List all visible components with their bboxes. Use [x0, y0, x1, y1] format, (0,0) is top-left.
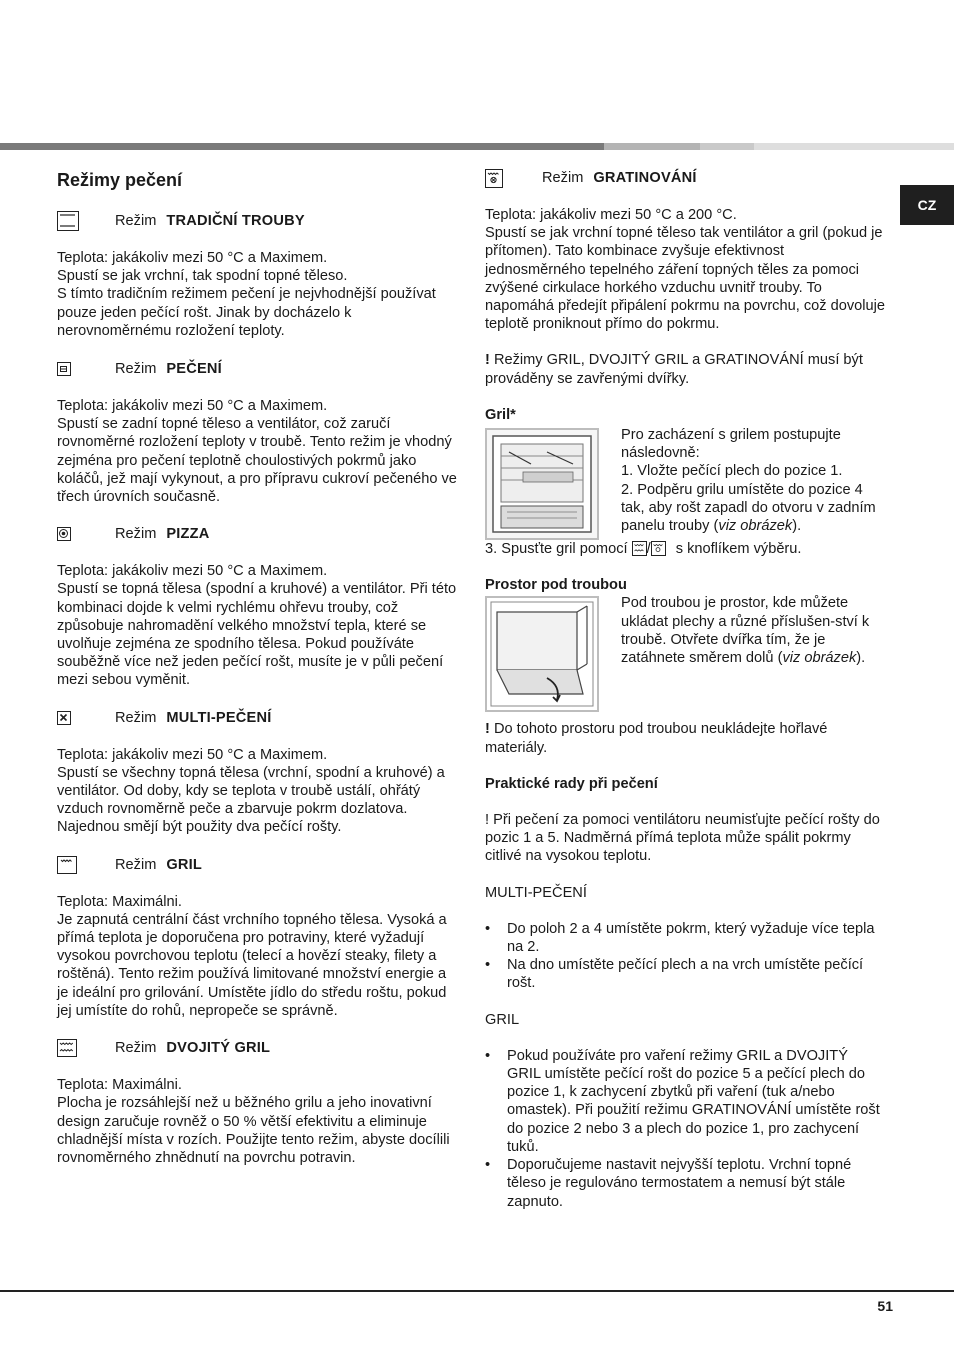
- mode-heading-pizza: [57, 524, 457, 544]
- page-title: Režimy pečení: [57, 170, 183, 190]
- mode-heading-bake: [57, 359, 457, 379]
- grill-step-3-text: 3. Spusťte gril pomocí: [485, 541, 628, 558]
- figure-reference: viz obrázek: [718, 518, 793, 535]
- grill-icon: [57, 856, 77, 874]
- mode-heading-multi: [57, 708, 457, 728]
- grill-step-2-text: 2. Podpěru grilu umístěte do pozice 4 tak, aby rošt zapadl do otvoru v zadním panelu trouby: [621, 481, 876, 535]
- footer-rule: [0, 1290, 954, 1292]
- list-item-text: Doporučujeme nastavit nejvyšší teplotu. Vrchní topné těleso je regulováno termostatem a nemusí být stále zapnuto.: [507, 1157, 852, 1210]
- mode-name: PIZZA: [166, 526, 210, 543]
- storage-description: [599, 594, 885, 712]
- mode-description: Teplota: jakákoliv mezi 50 °C a Maximem. Spustí se všechny topná tělesa (vrchní, spodní a kruhové) a ventilátor. Od doby, kdy se teplota v troubě ustálí, ohřátý vzduch rovnoměrně peče a zbarvuje pokrm dozlatova. Najednou smějí být použity dva pečící rošty.: [57, 746, 445, 836]
- storage-text: [621, 594, 885, 667]
- right-column: [485, 168, 885, 1211]
- mode-name: GRIL: [166, 856, 203, 873]
- multi-subheading: MULTI-PEČENÍ: [485, 884, 587, 901]
- ref-close: ).: [792, 518, 802, 535]
- warning-mark: !: [485, 721, 490, 738]
- icon-separator: /: [646, 541, 651, 558]
- mode-description: Teplota: jakákoliv mezi 50 °C a 200 °C. Spustí se jak vrchní topné těleso tak ventilátor a gril (pokud je přítomen). Tato kombinace zvyšuje efektivnost jednosměrného tepelného záření topných těles za pomoci zvýšené cirkulace horkého vzduchu uvnitř trouby. To napomáhá předejít připálení pokrmu na povrchu, což dovoluje teplotě proniknout přímo do pokrmu.: [485, 207, 885, 333]
- list-item-text: Do poloh 2 a 4 umístěte pokrm, který vyžaduje více tepla na 2.: [507, 920, 875, 956]
- top-bar-segment: [0, 143, 604, 150]
- fan-note: ! Při pečení za pomoci ventilátoru neumisťujte pečící rošty do pozic 1 a 5. Nadměrná přímá teplota může spálit pokrmy citlivé na vysokou teplotu.: [485, 812, 880, 865]
- mode-name: MULTI-PEČENÍ: [166, 709, 272, 726]
- warning-text: Režimy GRIL, DVOJITÝ GRIL a GRATINOVÁNÍ musí být prováděny se zavřenými dvířky.: [485, 352, 863, 387]
- fan-bake-icon: [57, 362, 71, 376]
- mode-description: Teplota: jakákoliv mezi 50 °C a Maximem. Spustí se zadní topné těleso a ventilátor, což zaručí rovnoměrné rozložení teploty v troubě. Tento režim je vhodný zejména pro pečení teplotně choulostivých pokrmů jako koláčů, jež mají vykynout, a pro přípravu cukroví pečeného ve třech úrovních současně.: [57, 398, 457, 506]
- list-item: [485, 1156, 885, 1211]
- ref-open: (: [713, 518, 719, 535]
- storage-warning: [485, 720, 885, 756]
- storage-heading: Prostor pod troubou: [485, 577, 627, 594]
- pizza-icon: [57, 527, 71, 541]
- grill-step-2: [621, 481, 885, 536]
- mode-name: DVOJITÝ GRIL: [166, 1039, 271, 1056]
- grill-tips-list: [485, 1047, 885, 1211]
- figure-reference: viz obrázek: [782, 650, 857, 667]
- mode-heading-gratin: [485, 168, 885, 188]
- gratin-icon: [651, 541, 666, 556]
- bullet: •: [485, 1047, 491, 1064]
- multi-cooking-icon: [57, 711, 71, 725]
- top-bar-segment: [754, 143, 954, 150]
- top-bar-segment: [700, 143, 754, 150]
- mode-prefix: Režim: [115, 709, 157, 726]
- mode-description: Teplota: jakákoliv mezi 50 °C a Maximem. Spustí se jak vrchní, tak spodní topné těleso. S tímto tradičním režimem pečení je nejvhodnější používat pouze jeden pečící rošt. Jinak by docházelo k nerovnoměrnému rozložení teploty.: [57, 250, 436, 339]
- mode-name: PEČENÍ: [166, 360, 222, 377]
- ref-open: (: [777, 650, 783, 667]
- mode-name: TRADIČNÍ TROUBY: [166, 212, 305, 229]
- grill-instructions: [599, 426, 885, 540]
- mode-heading-traditional: [57, 211, 457, 231]
- mode-name: GRATINOVÁNÍ: [593, 169, 697, 186]
- mode-prefix: Režim: [115, 212, 157, 229]
- oven-grill-illustration: [485, 428, 599, 540]
- grill-step-3-end: s knoflíkem výběru.: [675, 541, 802, 558]
- language-tab: CZ: [900, 185, 954, 225]
- bullet: •: [485, 1157, 491, 1174]
- tips-heading: Praktické rady při pečení: [485, 775, 658, 792]
- mode-prefix: Režim: [115, 526, 157, 543]
- mode-prefix: Režim: [115, 1039, 157, 1056]
- left-column: [57, 168, 457, 1167]
- grill-step-3: [485, 540, 885, 558]
- multi-tips-list: [485, 920, 885, 993]
- storage-drawer-illustration: [485, 596, 599, 712]
- bullet: •: [485, 957, 491, 974]
- top-bar-segment: [604, 143, 700, 150]
- double-grill-icon: [632, 541, 647, 556]
- list-item: [485, 956, 885, 992]
- mode-prefix: Režim: [115, 856, 157, 873]
- top-color-bar: [0, 143, 954, 150]
- grill-section: [485, 426, 885, 540]
- warning-text: Do tohoto prostoru pod troubou neukládejte hořlavé materiály.: [485, 721, 828, 756]
- mode-prefix: Režim: [115, 360, 157, 377]
- page-number: 51: [877, 1298, 893, 1314]
- storage-section: [485, 594, 885, 712]
- grill-subheading: GRIL: [485, 1011, 520, 1028]
- mode-description: Teplota: Maximálni. Je zapnutá centrální část vrchního topného tělesa. Vysoká a přímá teplota je doporučena pro potraviny, které vyžadují vysokou povrchovou teplotu (telecí a hovězí steaky, filety a roštěná). Tento režim používá limitované množství energie a je ideální pro grilování. Umístěte jídlo do středu roštu, pokud jej umístíte do rohů, nepropeče se správně.: [57, 893, 447, 1019]
- storage-text-body: Pod troubou je prostor, kde můžete ukládat plechy a různé příslušen-ství k troubě. Otvřete dvířka tím, že je zatáhnete směrem dolů: [621, 595, 870, 667]
- mode-description: Teplota: jakákoliv mezi 50 °C a Maximem. Spustí se topná tělesa (spodní a kruhové) a ventilátor. Při této kombinaci dojde k velmi rychlému ohřevu trouby, což způsobuje nahromadění velkého množství tepla, které se uvolňuje zejména ze spodního tělesa. Pokud používáte souběžně více než jeden pečící rošt, musíte je v půli pečení mezi sebou vyměnit.: [57, 563, 457, 689]
- bullet: •: [485, 920, 491, 937]
- grill-intro: Pro zacházení s grilem postupujte následovně:: [621, 427, 841, 462]
- ref-close: ).: [856, 650, 866, 667]
- grill-step-1: 1. Vložte pečící plech do pozice 1.: [621, 463, 843, 480]
- mode-heading-double-grill: [57, 1038, 457, 1058]
- gratin-icon: [485, 169, 503, 188]
- list-item-text: Pokud používáte pro vaření režimy GRIL a DVOJITÝ GRIL umístěte pečící rošt do pozice 5 a pečící plech do pozice 1, k zachycení zbytků při vaření (tuk a/nebo omastek). Při použití režimu GRATINOVÁNÍ umístěte rošt do pozice 2 nebo 3 a plech do pozice 1, pro zachycení tuků.: [507, 1047, 880, 1155]
- list-item: [485, 920, 885, 956]
- grill-heading: Gril*: [485, 406, 516, 423]
- gratin-warning: [485, 351, 885, 387]
- mode-prefix: Režim: [542, 169, 584, 186]
- warning-mark: !: [485, 352, 490, 369]
- double-grill-icon: [57, 1039, 77, 1057]
- mode-heading-grill: [57, 855, 457, 875]
- list-item: [485, 1047, 885, 1156]
- mode-description: Teplota: Maximálni. Plocha je rozsáhlejší než u běžného grilu a jeho inovativní design zaručuje rovněž o 50 % větší efektivitu a eliminuje chladnější místa v rozích. Použijte tento režim, abyste docílili rovnoměrného zhnědnutí na povrchu potravin.: [57, 1077, 450, 1166]
- list-item-text: Na dno umístěte pečící plech a na vrch umístěte pečící rošt.: [507, 957, 864, 992]
- conventional-oven-icon: [57, 211, 79, 231]
